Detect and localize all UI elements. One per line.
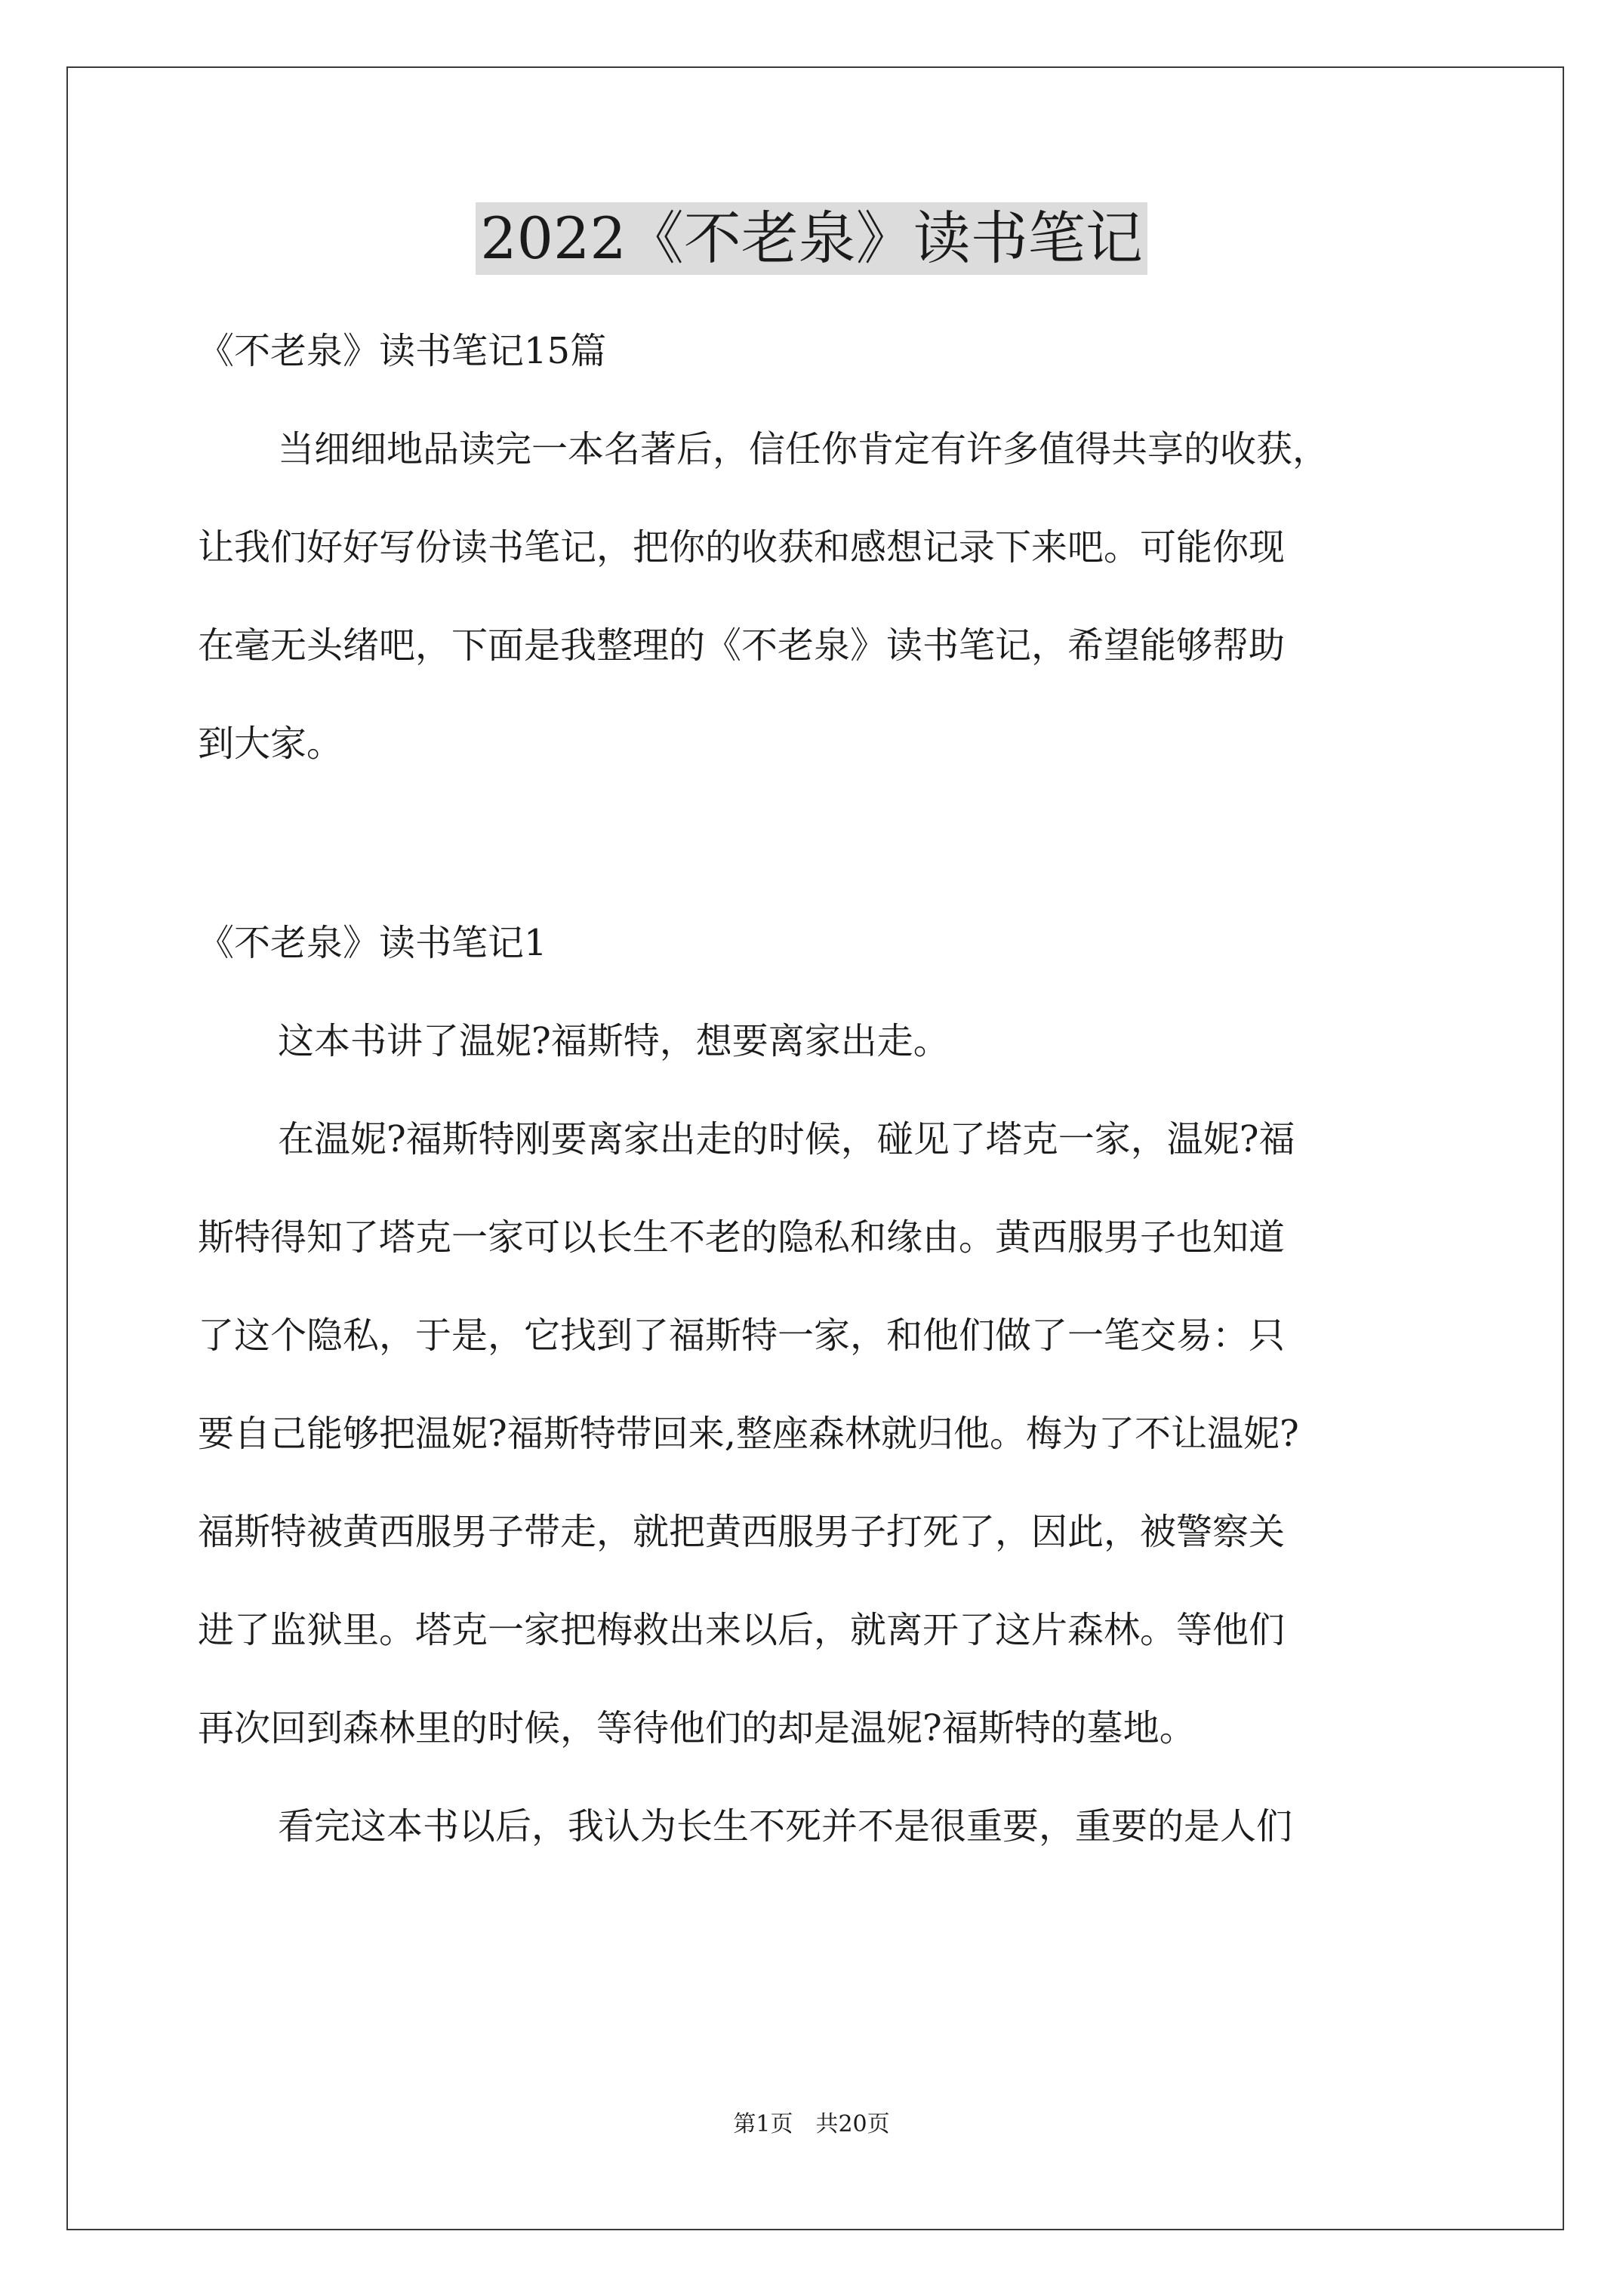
intro-line: 在毫无头绪吧，下面是我整理的《不老泉》读书笔记，希望能够帮助: [198, 624, 1286, 667]
document-title-block: [0, 202, 1623, 275]
paragraph-line: 了这个隐私，于是，它找到了福斯特一家，和他们做了一笔交易：只: [198, 1314, 1286, 1357]
paragraph-line: 福斯特被黄西服男子带走，就把黄西服男子打死了，因此，被警察关: [198, 1511, 1286, 1553]
paragraph-line: 这本书讲了温妮?福斯特，想要离家出走。: [278, 1020, 950, 1062]
document-body: [198, 302, 1436, 1875]
paragraph-line: 在温妮?福斯特刚要离家出走的时候，碰见了塔克一家，温妮?福: [278, 1118, 1295, 1160]
paragraph-line: 进了监狱里。塔克一家把梅救出来以后，就离开了这片森林。等他们: [198, 1609, 1286, 1651]
paragraph-line: 再次回到森林里的时候，等待他们的却是温妮?福斯特的墓地。: [198, 1707, 1196, 1749]
subtitle: 《不老泉》读书笔记15篇: [198, 330, 607, 372]
paragraph-line: 要自己能够把温妮?福斯特带回来,整座森林就归他。梅为了不让温妮?: [198, 1413, 1299, 1455]
page-number-footer: [0, 2105, 1623, 2138]
intro-line: 让我们好好写份读书笔记，把你的收获和感想记录下来吧。可能你现: [198, 526, 1286, 569]
intro-line: 当细细地品读完一本名著后，信任你肯定有许多值得共享的收获，: [278, 428, 1329, 470]
document-title: 2022《不老泉》读书笔记: [476, 202, 1147, 275]
intro-line: 到大家。: [198, 723, 343, 765]
paragraph-line: 看完这本书以后，我认为长生不死并不是很重要，重要的是人们: [278, 1805, 1293, 1848]
paragraph-line: 斯特得知了塔克一家可以长生不老的隐私和缘由。黄西服男子也知道: [198, 1216, 1286, 1259]
page-number: 第1页 共20页: [733, 2111, 890, 2137]
section-heading: 《不老泉》读书笔记1: [198, 922, 547, 964]
